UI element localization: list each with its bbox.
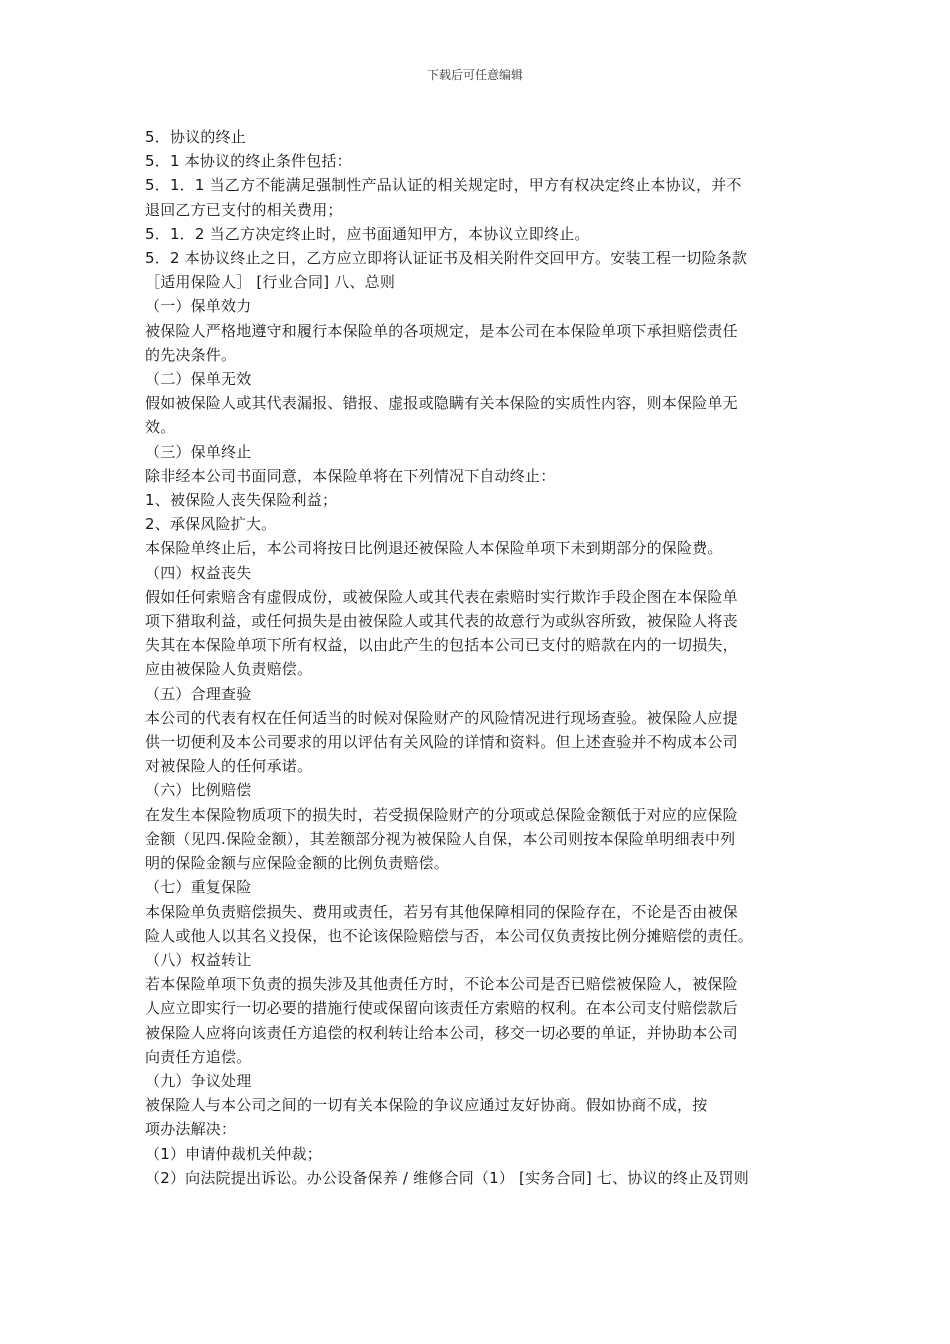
text-line: 被保险人应将向该责任方追偿的权利转让给本公司，移交一切必要的单证，并协助本公司	[145, 1023, 738, 1042]
text-line: （一）保单效力	[145, 297, 252, 316]
text-line: 本保险单终止后，本公司将按日比例退还被保险人本保险单项下未到期部分的保险费。	[145, 539, 723, 558]
text-line: 对被保险人的任何承诺。	[145, 757, 313, 776]
text-line: 被保险人严格地遵守和履行本保险单的各项规定，是本公司在本保险单项下承担赔偿责任	[145, 321, 738, 340]
text-line: 假如任何索赔含有虚假成份，或被保险人或其代表在索赔时实行欺诈手段企图在本保险单	[145, 587, 738, 606]
text-line: 本保险单负责赔偿损失、费用或责任，若另有其他保障相同的保险存在，不论是否由被保	[145, 902, 738, 921]
text-line: 5．2 本协议终止之日，乙方应立即将认证证书及相关附件交回甲方。安装工程一切险条款	[145, 249, 748, 268]
text-line: （五）合理查验	[145, 684, 252, 703]
text-line: （四）权益丧失	[145, 563, 252, 582]
document-body	[145, 125, 810, 1190]
text-line: 1、被保险人丧失保险利益；	[145, 491, 338, 510]
text-line: 本公司的代表有权在任何适当的时候对保险财产的风险情况进行现场查验。被保险人应提	[145, 708, 738, 727]
text-line: （2）向法院提出诉讼。办公设备保养 / 维修合同（1） [实务合同] 七、协议的终止及罚则	[145, 1168, 749, 1187]
text-line: 假如被保险人或其代表漏报、错报、虚报或隐瞒有关本保险的实质性内容，则本保险单无	[145, 394, 738, 413]
text-line: 被保险人与本公司之间的一切有关本保险的争议应通过友好协商。假如协商不成，按	[145, 1096, 708, 1115]
text-line: 若本保险单项下负责的损失涉及其他责任方时，不论本公司是否已赔偿被保险人，被保险	[145, 975, 738, 994]
text-line: 5．1．2 当乙方决定终止时，应书面通知甲方，本协议立即终止。	[145, 224, 590, 243]
text-line: 明的保险金额与应保险金额的比例负责赔偿。	[145, 854, 450, 873]
text-line: 2、承保风险扩大。	[145, 515, 277, 534]
text-line: 供一切便利及本公司要求的用以评估有关风险的详情和资料。但上述查验并不构成本公司	[145, 733, 738, 752]
text-line: 险人或他人以其名义投保，也不论该保险赔偿与否，本公司仅负责按比例分摊赔偿的责任。	[145, 926, 754, 945]
text-line: （二）保单无效	[145, 370, 252, 389]
text-line: 退回乙方已支付的相关费用；	[145, 200, 343, 219]
text-line: 人应立即实行一切必要的措施行使或保留向该责任方索赔的权利。在本公司支付赔偿款后	[145, 999, 738, 1018]
text-line: 5．1 本协议的终止条件包括：	[145, 152, 352, 171]
text-line: （七）重复保险	[145, 878, 252, 897]
text-line: 项办法解决：	[145, 1120, 237, 1139]
text-line: 5．协议的终止	[145, 128, 246, 146]
text-line: 向责任方追偿。	[145, 1047, 252, 1066]
text-line: （六）比例赔偿	[145, 781, 252, 800]
text-line: 在发生本保险物质项下的损失时，若受损保险财产的分项或总保险金额低于对应的应保险	[145, 805, 738, 824]
text-line: 的先决条件。	[145, 345, 237, 364]
text-line: 5．1．1 当乙方不能满足强制性产品认证的相关规定时，甲方有权决定终止本协议，并不	[145, 176, 742, 195]
text-line: ［适用保险人］ [行业合同] 八、总则	[145, 273, 396, 292]
page-header: 下载后可任意编辑	[426, 68, 523, 82]
text-line: 项下猎取利益，或任何损失是由被保险人或其代表的故意行为或纵容所致，被保险人将丧	[145, 612, 738, 631]
text-line: 失其在本保险单项下所有权益，以由此产生的包括本公司已支付的赔款在内的一切损失，	[145, 636, 738, 655]
text-line: 除非经本公司书面同意，本保险单将在下列情况下自动终止：	[145, 466, 556, 485]
text-line: （九）争议处理	[145, 1071, 252, 1090]
text-line: 金额（见四.保险金额），其差额部分视为被保险人自保，本公司则按本保险单明细表中列	[145, 829, 736, 848]
text-line: 效。	[145, 418, 176, 437]
text-line: （八）权益转让	[145, 950, 252, 969]
text-line: （三）保单终止	[145, 442, 252, 461]
text-line: （1）申请仲裁机关仲裁；	[145, 1144, 322, 1163]
text-line: 应由被保险人负责赔偿。	[145, 660, 313, 679]
